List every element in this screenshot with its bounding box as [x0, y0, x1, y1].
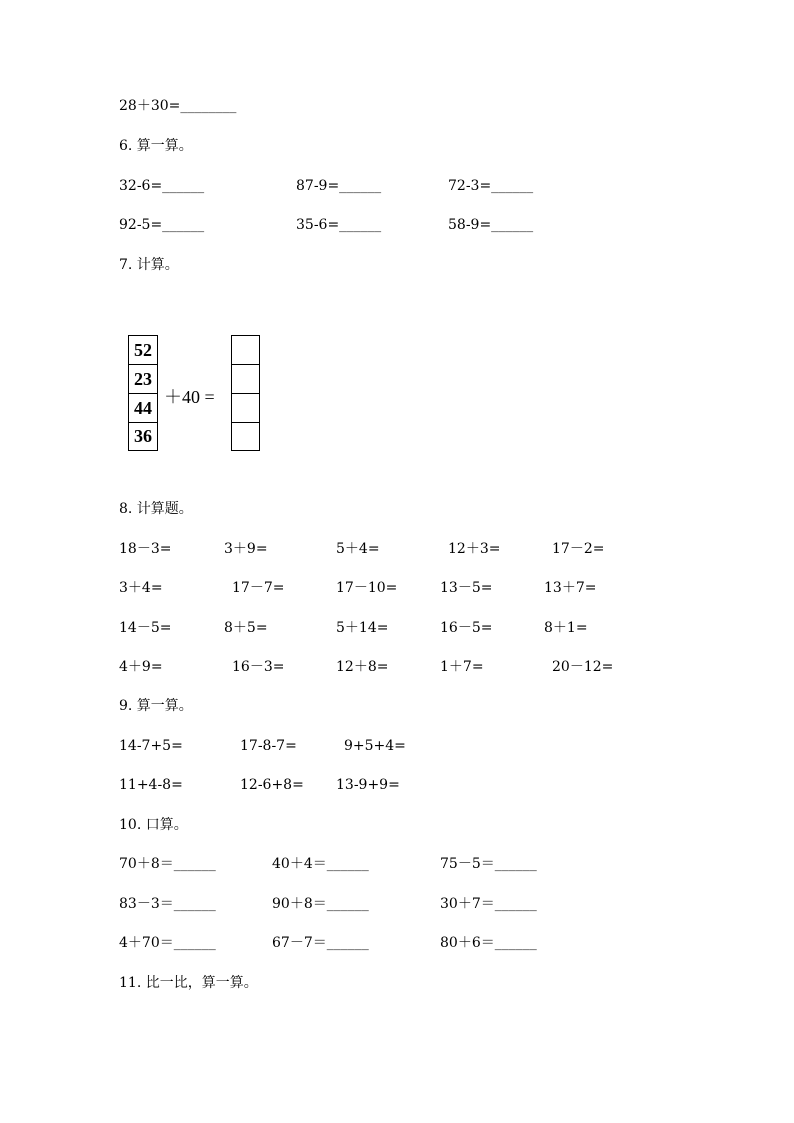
q7-heading: 7. 计算。 — [119, 257, 179, 273]
q6-item: 58-9=______ — [448, 217, 534, 233]
q6-item: 32-6=______ — [119, 178, 205, 194]
q6-item: 35-6=______ — [296, 217, 382, 233]
top-exercise: 28＋30=________ — [119, 98, 237, 114]
q8-item: 8＋5= — [224, 620, 268, 636]
q8-item: 12＋3= — [448, 541, 501, 557]
q7-answer-box[interactable] — [231, 335, 260, 365]
q9-item: 11+4-8= — [119, 777, 183, 793]
q10-item: 80＋6＝______ — [440, 935, 537, 951]
q10-item: 70＋8＝______ — [119, 856, 216, 872]
q10-item: 90＋8＝______ — [272, 896, 369, 912]
q8-item: 16－3= — [232, 659, 285, 675]
q7-number: 52 — [134, 339, 152, 360]
q8-item: 5＋14= — [336, 620, 389, 636]
q9-item: 9+5+4= — [344, 738, 406, 754]
q8-heading: 8. 计算题。 — [119, 501, 193, 517]
q8-item: 13＋7= — [544, 580, 597, 596]
q9-item: 14-7+5= — [119, 738, 183, 754]
q10-item: 4＋70＝______ — [119, 935, 216, 951]
q10-item: 40＋4＝______ — [272, 856, 369, 872]
q8-item: 13－5= — [440, 580, 493, 596]
q8-item: 3＋4= — [119, 580, 163, 596]
q6-item: 87-9=______ — [296, 178, 382, 194]
q8-item: 17－7= — [232, 580, 285, 596]
q7-number: 44 — [134, 397, 152, 418]
q8-item: 12＋8= — [336, 659, 389, 675]
q8-item: 16－5= — [440, 620, 493, 636]
q7-number: 36 — [134, 426, 152, 446]
q11-heading: 11. 比一比，算一算。 — [119, 975, 258, 991]
q7-number: 23 — [134, 368, 152, 389]
q6-item: 92-5=______ — [119, 217, 205, 233]
q10-item: 67－7＝______ — [272, 935, 369, 951]
q7-answer-box[interactable] — [231, 422, 260, 451]
q7-number-cell — [128, 393, 158, 423]
q10-item: 83－3＝______ — [119, 896, 216, 912]
q8-item: 4＋9= — [119, 659, 163, 675]
q8-item: 14－5= — [119, 620, 172, 636]
q8-item: 1＋7= — [440, 659, 484, 675]
q9-heading: 9. 算一算。 — [119, 698, 193, 714]
q9-item: 17-8-7= — [240, 738, 297, 754]
q10-item: 75－5＝______ — [440, 856, 537, 872]
q8-item: 20－12= — [552, 659, 614, 675]
q8-item: 17－10= — [336, 580, 398, 596]
q7-number-cell — [128, 364, 158, 394]
q8-item: 5＋4= — [336, 541, 380, 557]
q10-item: 30＋7＝______ — [440, 896, 537, 912]
q9-item: 12-6+8= — [240, 777, 304, 793]
q7-number-cell — [128, 335, 158, 365]
q6-heading: 6. 算一算。 — [119, 138, 193, 154]
q7-answer-box[interactable] — [231, 393, 260, 423]
q9-item: 13-9+9= — [336, 777, 400, 793]
q6-item: 72-3=______ — [448, 178, 534, 194]
q7-operator: ＋40 = — [164, 387, 215, 407]
q8-item: 3＋9= — [224, 541, 268, 557]
q8-item: 17－2= — [552, 541, 605, 557]
q8-item: 18－3= — [119, 541, 172, 557]
q8-item: 8＋1= — [544, 620, 588, 636]
q7-number-cell — [128, 422, 158, 451]
q7-answer-box[interactable] — [231, 364, 260, 394]
q10-heading: 10. 口算。 — [119, 817, 188, 833]
